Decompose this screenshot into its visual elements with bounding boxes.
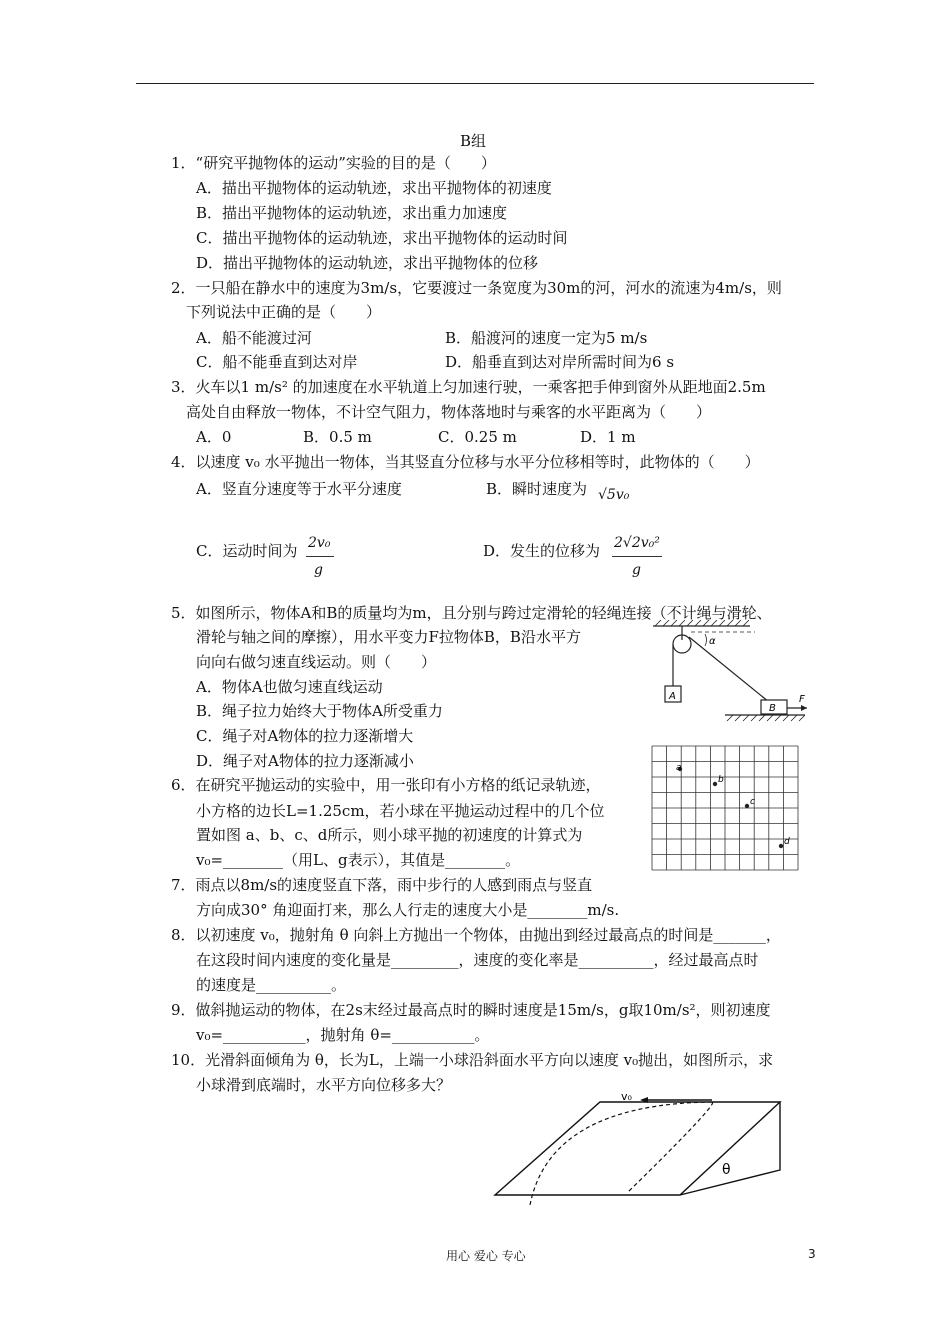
question-4-option-c: C．运动时间为 <box>196 542 298 560</box>
question-2-option-c: C．船不能垂直到达对岸 <box>196 353 358 371</box>
question-6-line-4: v₀=________（用L、g表示），其值是________。 <box>196 851 521 869</box>
question-4-option-a: A．竖直分速度等于水平分速度 <box>196 480 402 498</box>
question-8-line-1: 8．以初速度 v₀，抛射角 θ 向斜上方抛出一个物体，由抛出到经过最高点的时间是_______， <box>171 926 781 944</box>
point-label-b: b <box>718 775 724 785</box>
question-2-option-d: D．船垂直到达对岸所需时间为6 s <box>445 353 675 371</box>
label-a: A <box>669 691 676 702</box>
question-8-line-3: 的速度是__________。 <box>196 976 347 994</box>
question-4-option-c-numerator: 2v₀ <box>308 535 331 551</box>
question-5-option-b: B．绳子拉力始终大于物体A所受重力 <box>196 702 443 720</box>
label-v0: v₀ <box>621 1092 632 1103</box>
question-4-option-c-denominator: g <box>314 562 323 578</box>
point-label-a: a <box>676 763 682 773</box>
page-number: 3 <box>808 1247 816 1261</box>
question-2-line-1: 2．一只船在静水中的速度为3m/s，它要渡过一条宽度为30m的河，河水的流速为4m/s，则 <box>171 279 782 297</box>
question-10-line-1: 10．光滑斜面倾角为 θ，长为L，上端一小球沿斜面水平方向以速度 v₀抛出，如图所示，求 <box>171 1051 774 1069</box>
pulley-figure <box>645 620 820 728</box>
label-f: F <box>799 694 805 705</box>
fraction-bar <box>306 556 334 557</box>
question-3-option-a: A．0 <box>196 428 232 446</box>
question-3-option-c: C．0.25 m <box>438 428 517 446</box>
question-9-line-1: 9．做斜抛运动的物体，在2s末经过最高点时的瞬时速度是15m/s，g取10m/s²，则初速度 <box>171 1001 771 1019</box>
question-7-line-2: 方向成30° 角迎面打来，那么人行走的速度大小是________m/s. <box>196 901 620 919</box>
question-2-line-2: 下列说法中正确的是（ ） <box>186 303 382 321</box>
question-10-line-2: 小球滑到底端时，水平方向位移多大？ <box>196 1076 452 1094</box>
question-5-line-1: 5．如图所示，物体A和B的质量均为m，且分别与跨过定滑轮的轻绳连接（不计绳与滑轮、 <box>171 604 772 622</box>
question-9-line-2: v₀=___________，抛射角 θ=___________。 <box>196 1026 490 1044</box>
question-4-option-b: B．瞬时速度为 <box>486 480 588 498</box>
question-5-option-a: A．物体A也做匀速直线运动 <box>196 678 383 696</box>
question-4-option-d-numerator: 2√2v₀² <box>614 535 660 551</box>
point-label-c: c <box>750 797 755 807</box>
question-2-option-b: B．船渡河的速度一定为5 m/s <box>445 329 648 347</box>
question-1-option-b: B．描出平抛物体的运动轨迹，求出重力加速度 <box>196 204 508 222</box>
question-1-option-a: A．描出平抛物体的运动轨迹，求出平抛物体的初速度 <box>196 179 552 197</box>
question-4-option-d: D．发生的位移为 <box>483 542 601 560</box>
question-1: 1．“研究平抛物体的运动”实验的目的是（ ） <box>171 154 496 172</box>
header-rule <box>136 83 814 84</box>
question-5-option-d: D．绳子对A物体的拉力逐渐减小 <box>196 752 414 770</box>
question-4: 4．以速度 v₀ 水平抛出一物体，当其竖直分位移与水平分位移相等时，此物体的（ ） <box>171 453 760 471</box>
question-3-option-b: B．0.5 m <box>303 428 372 446</box>
question-6-line-1: 6．在研究平抛运动的实验中，用一张印有小方格的纸记录轨迹， <box>171 776 601 794</box>
fraction-bar <box>612 556 662 557</box>
question-5-option-c: C．绳子对A物体的拉力逐渐增大 <box>196 727 414 745</box>
incline-figure <box>490 1092 795 1210</box>
grid-figure <box>650 744 800 872</box>
question-8-line-2: 在这段时间内速度的变化量是_________，速度的变化率是__________，经过最高点时 <box>196 951 759 969</box>
label-theta: θ <box>722 1162 731 1178</box>
section-title: B组 <box>460 132 487 150</box>
question-3-option-d: D．1 m <box>580 428 636 446</box>
question-4-option-d-denominator: g <box>632 562 641 578</box>
question-6-line-2: 小方格的边长L=1.25cm，若小球在平抛运动过程中的几个位 <box>196 802 605 820</box>
question-3-line-2: 高处自由释放一物体，不计空气阻力，物体落地时与乘客的水平距离为（ ） <box>186 403 712 421</box>
question-3-line-1: 3．火车以1 m/s² 的加速度在水平轨道上匀加速行驶，一乘客把手伸到窗外从距地面2.5m <box>171 378 766 396</box>
question-1-option-c: C．描出平抛物体的运动轨迹，求出平抛物体的运动时间 <box>196 229 568 247</box>
label-b: B <box>769 703 776 714</box>
question-6-line-3: 置如图 a、b、c、d所示，则小球平抛的初速度的计算式为 <box>196 826 583 844</box>
question-5-line-3: 向向右做匀速直线运动。则（ ） <box>196 653 437 671</box>
question-2-option-a: A．船不能渡过河 <box>196 329 312 347</box>
label-alpha: α <box>709 636 716 647</box>
question-1-option-d: D．描出平抛物体的运动轨迹，求出平抛物体的位移 <box>196 254 539 272</box>
question-7-line-1: 7．雨点以8m/s的速度竖直下落，雨中步行的人感到雨点与竖直 <box>171 876 593 894</box>
question-5-line-2: 滑轮与轴之间的摩擦），用水平变力F拉物体B，B沿水平方 <box>196 628 581 646</box>
point-label-d: d <box>784 837 790 847</box>
question-4-option-b-expression: √5v₀ <box>598 487 630 503</box>
footer-motto: 用心 爱心 专心 <box>446 1249 526 1263</box>
